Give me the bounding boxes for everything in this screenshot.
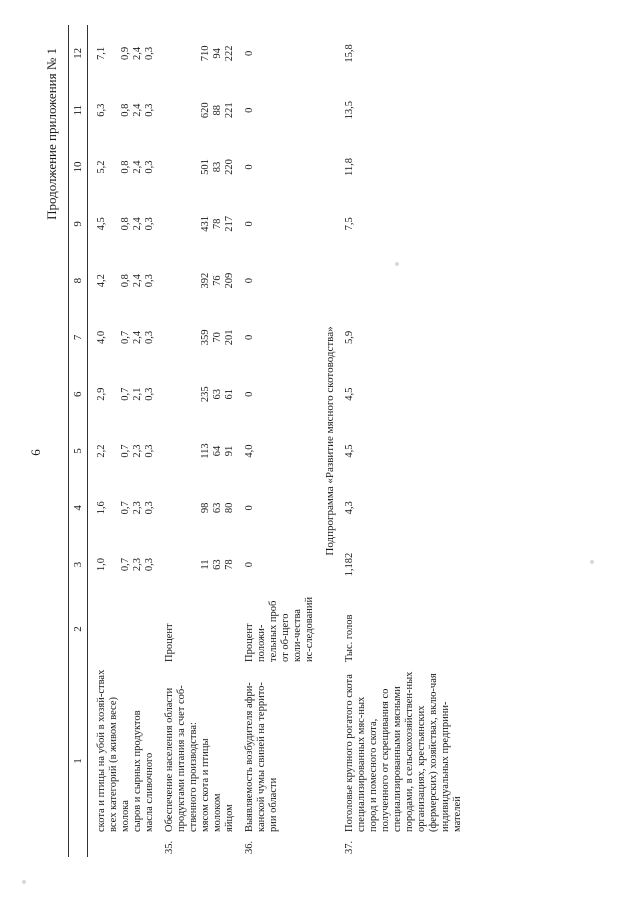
value-cell: 201 bbox=[224, 329, 235, 346]
value-cell: 0,7 bbox=[120, 444, 131, 458]
value-cell: 78 bbox=[212, 218, 223, 230]
value-cell bbox=[344, 252, 464, 309]
value-cell: 359 bbox=[200, 329, 211, 346]
value-cell bbox=[164, 423, 200, 480]
value-cell: 4,3 bbox=[344, 501, 355, 515]
table-row bbox=[200, 25, 212, 857]
column-header: 10 bbox=[69, 139, 88, 196]
value-cell: 1,182 bbox=[344, 552, 355, 577]
column-header: 11 bbox=[69, 82, 88, 139]
unit-cell: Процент bbox=[164, 623, 175, 662]
value-cell: 13,5 bbox=[344, 101, 355, 120]
value-cell: 64 bbox=[212, 445, 223, 457]
value-cell: 91 bbox=[224, 445, 235, 457]
value-cell: 0,3 bbox=[144, 387, 155, 401]
value-cell: 0 bbox=[244, 221, 255, 227]
column-header: 12 bbox=[69, 25, 88, 82]
value-cell: 0 bbox=[244, 391, 255, 397]
appendix-label: Продолжение приложения № 1 bbox=[44, 48, 59, 220]
value-cell: 76 bbox=[212, 275, 223, 286]
value-cell: 2,1 bbox=[132, 387, 143, 401]
value-cell: 0 bbox=[244, 561, 255, 568]
value-cell: 0 bbox=[244, 505, 255, 511]
value-cell bbox=[164, 252, 200, 309]
value-cell: 4,5 bbox=[344, 387, 355, 401]
value-cell: 0,3 bbox=[144, 217, 155, 231]
row-number: 36. bbox=[244, 840, 255, 854]
value-cell: 2,4 bbox=[132, 217, 143, 231]
subprogram-row bbox=[324, 25, 336, 857]
value-cell: 7,5 bbox=[344, 217, 355, 231]
value-cell: 78 bbox=[224, 559, 235, 570]
indicator-name: сыров и сырных продуктов bbox=[132, 710, 143, 832]
value-cell: 5,9 bbox=[344, 330, 355, 344]
table-row bbox=[224, 25, 236, 857]
value-cell: 0,3 bbox=[144, 558, 155, 572]
indicator-name: Поголовье крупного рогатого скота специализированных мяс-ных пород и помесного скота, полученного от скрещивания со специализированными мясными породами, в сельскохозяйствен-ных организациях, крестьянских (фермерских) хозяйствах, вклю-чая индивидуальных предприни-мателей bbox=[344, 671, 463, 832]
value-cell: 0,3 bbox=[144, 46, 155, 60]
column-number-row bbox=[69, 25, 88, 857]
value-cell: 0,7 bbox=[120, 501, 131, 515]
unit-cell: Процент положи-тельных проб от об-щего коли-чества ис-следований bbox=[244, 596, 315, 662]
value-cell: 0 bbox=[244, 50, 255, 57]
unit-cell bbox=[224, 593, 236, 665]
value-cell: 0,7 bbox=[120, 330, 131, 344]
table-row bbox=[344, 25, 464, 857]
value-cell: 4,2 bbox=[96, 274, 107, 288]
table-row bbox=[164, 25, 200, 857]
value-cell: 0,3 bbox=[144, 160, 155, 174]
value-cell: 88 bbox=[212, 104, 223, 116]
indicator-name: яйцом bbox=[224, 804, 235, 832]
unit-cell bbox=[96, 593, 120, 665]
column-header: 3 bbox=[69, 536, 88, 593]
value-cell: 1,6 bbox=[96, 501, 107, 515]
value-cell bbox=[164, 82, 200, 139]
value-cell: 0,8 bbox=[120, 160, 131, 174]
value-cell: 2,9 bbox=[96, 387, 107, 401]
table-row bbox=[244, 25, 316, 857]
table-row bbox=[96, 25, 120, 857]
value-cell: 0,8 bbox=[120, 217, 131, 231]
value-cell: 2,4 bbox=[132, 103, 143, 117]
value-cell: 2,4 bbox=[132, 160, 143, 174]
value-cell: 209 bbox=[224, 272, 235, 289]
value-cell bbox=[164, 479, 200, 536]
subprogram-title: Подпрограмма «Развитие мясного скотоводства» bbox=[324, 326, 336, 556]
value-cell: 2,4 bbox=[132, 46, 143, 60]
column-header: 7 bbox=[69, 309, 88, 366]
value-cell: 0 bbox=[244, 164, 255, 170]
value-cell: 2,2 bbox=[96, 444, 107, 458]
value-cell: 235 bbox=[200, 386, 211, 403]
value-cell bbox=[164, 25, 200, 82]
value-cell: 4,0 bbox=[244, 444, 255, 458]
value-cell: 4,5 bbox=[96, 217, 107, 231]
value-cell: 710 bbox=[200, 45, 211, 62]
value-cell: 0 bbox=[244, 278, 255, 284]
column-header: 1 bbox=[69, 665, 88, 857]
value-cell: 392 bbox=[200, 272, 211, 289]
column-header: 4 bbox=[69, 479, 88, 536]
value-cell: 0,3 bbox=[144, 330, 155, 344]
value-cell: 113 bbox=[200, 443, 211, 459]
value-cell: 11,8 bbox=[344, 158, 355, 177]
indicator-name: молока bbox=[120, 800, 131, 832]
row-number bbox=[224, 835, 236, 857]
row-number bbox=[200, 835, 212, 857]
column-header: 9 bbox=[69, 195, 88, 252]
indicator-name: Обеспечение населения области продуктами питания за счет соб-ственного производства: bbox=[164, 685, 199, 832]
row-number: 37. bbox=[344, 840, 355, 854]
row-number bbox=[132, 835, 144, 857]
value-cell: 0,7 bbox=[120, 387, 131, 401]
value-cell: 0,3 bbox=[144, 103, 155, 117]
value-cell: 4,0 bbox=[96, 330, 107, 344]
value-cell bbox=[164, 195, 200, 252]
value-cell: 431 bbox=[200, 215, 211, 232]
indicator-name: мясом скота и птицы bbox=[200, 738, 211, 832]
value-cell: 63 bbox=[212, 388, 223, 400]
value-cell: 0 bbox=[244, 334, 255, 341]
value-cell: 0,3 bbox=[144, 274, 155, 288]
row-number bbox=[144, 835, 156, 857]
value-cell: 2,3 bbox=[132, 444, 143, 458]
value-cell: 61 bbox=[224, 388, 235, 400]
value-cell: 83 bbox=[212, 161, 223, 173]
table-row bbox=[144, 25, 156, 857]
value-cell: 0,3 bbox=[144, 444, 155, 458]
value-cell: 217 bbox=[224, 215, 235, 232]
value-cell: 80 bbox=[224, 502, 235, 514]
value-cell: 501 bbox=[200, 159, 211, 175]
value-cell: 1,0 bbox=[96, 558, 107, 572]
indicator-name: молоком bbox=[212, 793, 223, 832]
value-cell: 11 bbox=[200, 559, 211, 570]
indicators-table bbox=[68, 25, 464, 857]
value-cell: 15,8 bbox=[344, 44, 355, 63]
row-number bbox=[212, 835, 224, 857]
column-header: 5 bbox=[69, 423, 88, 480]
value-cell: 63 bbox=[212, 502, 223, 514]
value-cell: 70 bbox=[212, 332, 223, 343]
indicator-name: Выявляемость возбудителя афри-канской чумы свиней на террито-рии области bbox=[244, 682, 279, 832]
row-number bbox=[96, 835, 120, 857]
value-cell: 222 bbox=[224, 45, 235, 62]
value-cell: 0,7 bbox=[120, 558, 131, 572]
value-cell: 221 bbox=[224, 102, 235, 119]
unit-cell bbox=[212, 593, 224, 665]
value-cell: 98 bbox=[200, 502, 211, 514]
value-cell: 0,3 bbox=[144, 501, 155, 515]
indicator-name: масла сливочного bbox=[144, 752, 155, 832]
value-cell: 63 bbox=[212, 559, 223, 570]
value-cell: 0,8 bbox=[120, 103, 131, 117]
table-row bbox=[132, 25, 144, 857]
indicator-name: скота и птицы на убой в хозяй-ствах всех категорий (в живом весе) bbox=[96, 669, 119, 832]
row-number bbox=[120, 835, 132, 857]
value-cell bbox=[164, 139, 200, 196]
value-cell: 2,4 bbox=[132, 330, 143, 344]
value-cell: 6,3 bbox=[96, 103, 107, 117]
value-cell: 94 bbox=[212, 48, 223, 59]
unit-cell bbox=[144, 593, 156, 665]
table-body bbox=[88, 25, 465, 857]
table-row bbox=[120, 25, 132, 857]
unit-cell bbox=[120, 593, 132, 665]
table-row bbox=[212, 25, 224, 857]
value-cell bbox=[164, 309, 200, 366]
column-header: 6 bbox=[69, 366, 88, 423]
value-cell: 5,2 bbox=[96, 160, 107, 174]
page-number: 6 bbox=[28, 449, 43, 456]
value-cell: 220 bbox=[224, 159, 235, 175]
row-number: 35. bbox=[164, 840, 175, 854]
value-cell: 2,3 bbox=[132, 501, 143, 515]
unit-cell bbox=[132, 593, 144, 665]
unit-cell bbox=[200, 593, 212, 665]
value-cell: 0,8 bbox=[120, 274, 131, 288]
column-header: 2 bbox=[69, 593, 88, 665]
value-cell: 0,9 bbox=[120, 46, 131, 60]
value-cell: 620 bbox=[200, 102, 211, 119]
value-cell: 2,4 bbox=[132, 274, 143, 288]
column-header: 8 bbox=[69, 252, 88, 309]
unit-cell: Тыс. голов bbox=[344, 614, 355, 662]
value-cell: 2,3 bbox=[132, 558, 143, 572]
value-cell bbox=[164, 366, 200, 423]
value-cell: 0 bbox=[244, 107, 255, 113]
value-cell: 4,5 bbox=[344, 444, 355, 458]
value-cell: 7,1 bbox=[96, 46, 107, 60]
value-cell bbox=[164, 536, 200, 593]
